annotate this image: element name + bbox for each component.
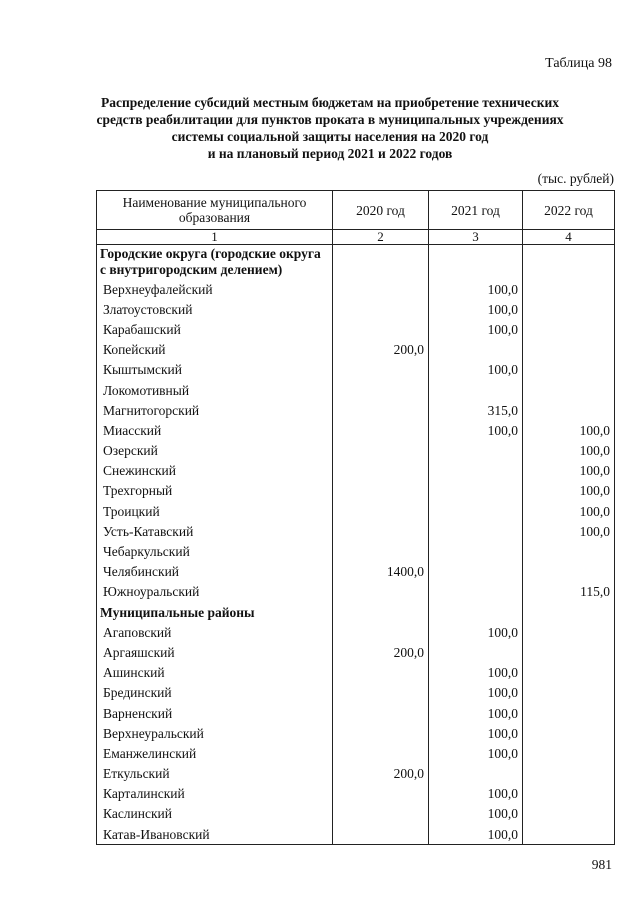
page-number: 981 bbox=[591, 857, 612, 872]
municipality-cell: Троицкий bbox=[97, 501, 333, 521]
table-row bbox=[97, 340, 615, 360]
value-2022-cell bbox=[523, 824, 615, 845]
table-row bbox=[97, 764, 615, 784]
value-2021-cell: 100,0 bbox=[429, 743, 523, 763]
table-row bbox=[97, 400, 615, 420]
value-2022-cell: 100,0 bbox=[523, 441, 615, 461]
municipality-cell: Карталинский bbox=[97, 784, 333, 804]
header-2022: 2022 год bbox=[523, 191, 615, 230]
municipality-cell: Верхнеуральский bbox=[97, 723, 333, 743]
value-2020-cell bbox=[333, 420, 429, 440]
value-2020-cell bbox=[333, 360, 429, 380]
table-row bbox=[97, 743, 615, 763]
title-line: Распределение субсидий местным бюджетам на приобретение технических bbox=[100, 95, 560, 110]
value-2021-cell: 100,0 bbox=[429, 784, 523, 804]
value-2020-cell: 200,0 bbox=[333, 642, 429, 662]
municipality-cell: Ашинский bbox=[97, 663, 333, 683]
title-line: и на плановый период 2021 и 2022 годов bbox=[207, 146, 453, 161]
value-2022-cell bbox=[523, 279, 615, 299]
value-2020-cell bbox=[333, 299, 429, 319]
value-2020-cell bbox=[333, 319, 429, 339]
value-2022-cell bbox=[523, 663, 615, 683]
municipality-cell: Озерский bbox=[97, 441, 333, 461]
subsidy-table bbox=[96, 190, 615, 845]
municipality-cell: Городские округа (городские округа с внутригородским делением) bbox=[97, 245, 333, 280]
value-2022-cell bbox=[523, 360, 615, 380]
column-number: 2 bbox=[333, 230, 429, 245]
table-header-row bbox=[97, 191, 615, 230]
header-municipality: Наименование муниципального образования bbox=[97, 191, 333, 230]
value-2022-cell bbox=[523, 683, 615, 703]
table-row bbox=[97, 380, 615, 400]
value-2022-cell bbox=[523, 723, 615, 743]
units-note: (тыс. рублей) bbox=[537, 171, 614, 186]
value-2020-cell bbox=[333, 400, 429, 420]
column-number: 4 bbox=[523, 230, 615, 245]
table-row bbox=[97, 501, 615, 521]
table-row bbox=[97, 481, 615, 501]
value-2021-cell bbox=[429, 245, 523, 280]
municipality-cell: Еманжелинский bbox=[97, 743, 333, 763]
table-row bbox=[97, 441, 615, 461]
value-2020-cell bbox=[333, 703, 429, 723]
municipality-cell: Копейский bbox=[97, 340, 333, 360]
value-2020-cell bbox=[333, 683, 429, 703]
column-number-row bbox=[97, 230, 615, 245]
municipality-cell: Карабашский bbox=[97, 319, 333, 339]
value-2022-cell bbox=[523, 602, 615, 622]
value-2021-cell bbox=[429, 380, 523, 400]
municipality-cell: Чебаркульский bbox=[97, 541, 333, 561]
value-2021-cell: 100,0 bbox=[429, 804, 523, 824]
column-number: 1 bbox=[97, 230, 333, 245]
value-2021-cell bbox=[429, 764, 523, 784]
table-row bbox=[97, 683, 615, 703]
value-2021-cell: 100,0 bbox=[429, 299, 523, 319]
value-2022-cell bbox=[523, 764, 615, 784]
value-2020-cell bbox=[333, 279, 429, 299]
value-2021-cell bbox=[429, 602, 523, 622]
value-2020-cell bbox=[333, 521, 429, 541]
value-2022-cell bbox=[523, 380, 615, 400]
value-2020-cell bbox=[333, 723, 429, 743]
value-2022-cell: 115,0 bbox=[523, 582, 615, 602]
value-2020-cell bbox=[333, 622, 429, 642]
table-body bbox=[97, 245, 615, 845]
table-row bbox=[97, 784, 615, 804]
table-row bbox=[97, 703, 615, 723]
value-2021-cell bbox=[429, 642, 523, 662]
municipality-cell: Каслинский bbox=[97, 804, 333, 824]
value-2021-cell bbox=[429, 461, 523, 481]
table-row bbox=[97, 541, 615, 561]
value-2021-cell bbox=[429, 501, 523, 521]
municipality-cell: Трехгорный bbox=[97, 481, 333, 501]
value-2022-cell bbox=[523, 541, 615, 561]
title-line: системы социальной защиты населения на 2020 год bbox=[171, 129, 489, 144]
value-2020-cell: 200,0 bbox=[333, 764, 429, 784]
column-number: 3 bbox=[429, 230, 523, 245]
value-2021-cell: 100,0 bbox=[429, 824, 523, 845]
value-2021-cell: 315,0 bbox=[429, 400, 523, 420]
section-row bbox=[97, 245, 615, 280]
value-2022-cell bbox=[523, 703, 615, 723]
table-row bbox=[97, 299, 615, 319]
value-2021-cell bbox=[429, 441, 523, 461]
value-2020-cell bbox=[333, 461, 429, 481]
value-2020-cell bbox=[333, 743, 429, 763]
municipality-cell: Верхнеуфалейский bbox=[97, 279, 333, 299]
municipality-cell: Златоустовский bbox=[97, 299, 333, 319]
municipality-cell: Южноуральский bbox=[97, 582, 333, 602]
value-2021-cell: 100,0 bbox=[429, 279, 523, 299]
value-2021-cell bbox=[429, 340, 523, 360]
value-2022-cell bbox=[523, 299, 615, 319]
value-2020-cell bbox=[333, 784, 429, 804]
municipality-cell: Катав-Ивановский bbox=[97, 824, 333, 845]
municipality-cell: Челябинский bbox=[97, 562, 333, 582]
municipality-cell: Муниципальные районы bbox=[97, 602, 333, 622]
value-2022-cell bbox=[523, 319, 615, 339]
table-row bbox=[97, 663, 615, 683]
header-2020: 2020 год bbox=[333, 191, 429, 230]
table-row bbox=[97, 723, 615, 743]
value-2020-cell bbox=[333, 380, 429, 400]
document-title bbox=[60, 94, 600, 162]
value-2022-cell bbox=[523, 784, 615, 804]
value-2022-cell bbox=[523, 804, 615, 824]
value-2020-cell bbox=[333, 824, 429, 845]
municipality-cell: Кыштымский bbox=[97, 360, 333, 380]
value-2021-cell: 100,0 bbox=[429, 420, 523, 440]
table-row bbox=[97, 622, 615, 642]
municipality-cell: Еткульский bbox=[97, 764, 333, 784]
title-line: средств реабилитации для пунктов проката в муниципальных учреждениях bbox=[96, 112, 564, 127]
value-2021-cell bbox=[429, 582, 523, 602]
municipality-cell: Аргаяшский bbox=[97, 642, 333, 662]
table-row bbox=[97, 582, 615, 602]
value-2022-cell bbox=[523, 340, 615, 360]
value-2020-cell bbox=[333, 481, 429, 501]
value-2020-cell bbox=[333, 602, 429, 622]
value-2022-cell bbox=[523, 562, 615, 582]
municipality-cell: Магнитогорский bbox=[97, 400, 333, 420]
value-2020-cell bbox=[333, 663, 429, 683]
value-2022-cell bbox=[523, 622, 615, 642]
value-2021-cell: 100,0 bbox=[429, 703, 523, 723]
value-2020-cell bbox=[333, 582, 429, 602]
value-2021-cell: 100,0 bbox=[429, 319, 523, 339]
value-2021-cell bbox=[429, 481, 523, 501]
value-2020-cell bbox=[333, 245, 429, 280]
value-2020-cell bbox=[333, 541, 429, 561]
value-2020-cell bbox=[333, 804, 429, 824]
municipality-cell: Варненский bbox=[97, 703, 333, 723]
value-2021-cell: 100,0 bbox=[429, 622, 523, 642]
table-label: Таблица 98 bbox=[545, 56, 612, 71]
municipality-cell: Брединский bbox=[97, 683, 333, 703]
value-2020-cell bbox=[333, 501, 429, 521]
value-2021-cell: 100,0 bbox=[429, 663, 523, 683]
table-row bbox=[97, 319, 615, 339]
value-2022-cell: 100,0 bbox=[523, 481, 615, 501]
table-row bbox=[97, 804, 615, 824]
table-row bbox=[97, 420, 615, 440]
table-row bbox=[97, 642, 615, 662]
value-2022-cell bbox=[523, 743, 615, 763]
value-2021-cell: 100,0 bbox=[429, 723, 523, 743]
value-2022-cell: 100,0 bbox=[523, 461, 615, 481]
value-2022-cell bbox=[523, 642, 615, 662]
value-2021-cell bbox=[429, 562, 523, 582]
municipality-cell: Агаповский bbox=[97, 622, 333, 642]
municipality-cell: Миасский bbox=[97, 420, 333, 440]
value-2022-cell: 100,0 bbox=[523, 521, 615, 541]
value-2020-cell bbox=[333, 441, 429, 461]
value-2021-cell bbox=[429, 521, 523, 541]
municipality-cell: Снежинский bbox=[97, 461, 333, 481]
section-row bbox=[97, 602, 615, 622]
municipality-cell: Локомотивный bbox=[97, 380, 333, 400]
value-2021-cell: 100,0 bbox=[429, 683, 523, 703]
value-2022-cell bbox=[523, 400, 615, 420]
value-2020-cell: 1400,0 bbox=[333, 562, 429, 582]
value-2022-cell bbox=[523, 245, 615, 280]
value-2021-cell: 100,0 bbox=[429, 360, 523, 380]
value-2021-cell bbox=[429, 541, 523, 561]
table-row bbox=[97, 562, 615, 582]
value-2022-cell: 100,0 bbox=[523, 420, 615, 440]
value-2022-cell: 100,0 bbox=[523, 501, 615, 521]
table-row bbox=[97, 279, 615, 299]
table-row bbox=[97, 521, 615, 541]
value-2020-cell: 200,0 bbox=[333, 340, 429, 360]
table-row bbox=[97, 360, 615, 380]
municipality-cell: Усть-Катавский bbox=[97, 521, 333, 541]
table-row bbox=[97, 461, 615, 481]
header-2021: 2021 год bbox=[429, 191, 523, 230]
table-row bbox=[97, 824, 615, 845]
